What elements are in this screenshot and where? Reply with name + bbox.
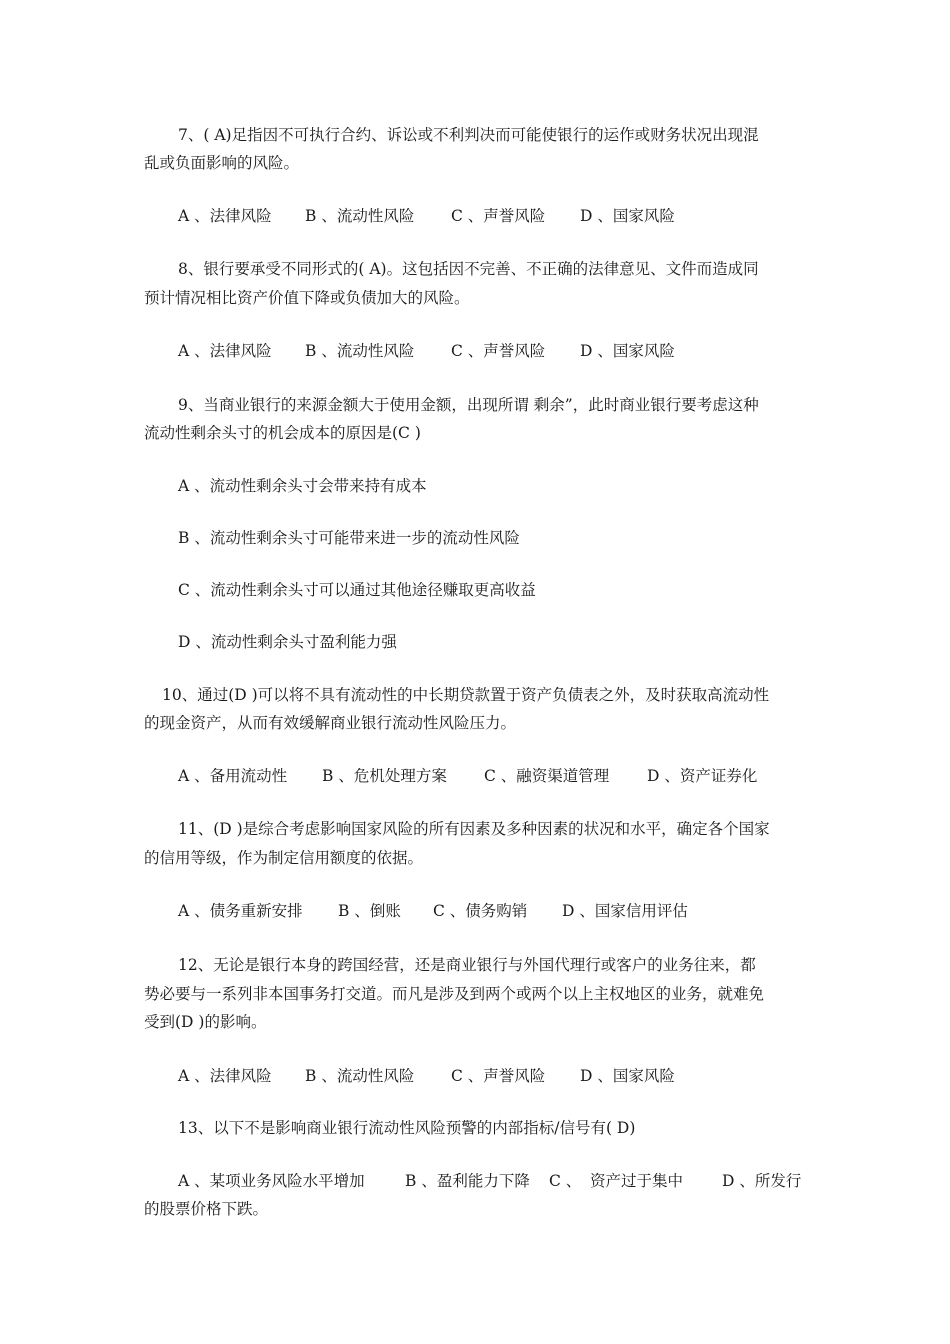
q8-line-1: 8、银行要承受不同形式的( A)。这包括因不完善、不正确的法律意见、文件而造成同 [178,260,759,278]
q13-option-d: D 、所发行 [722,1172,802,1190]
q7-option-a: A 、法律风险 [178,207,272,225]
q7-line-2: 乱或负面影响的风险。 [144,154,300,172]
q12-line-1: 12、无论是银行本身的跨国经营，还是商业银行与外国代理行或客户的业务往来，都 [178,956,756,974]
q13-option-c-label: C 、 [549,1172,582,1190]
q7-option-d: D 、国家风险 [580,207,675,225]
q9-line-1: 9、当商业银行的来源金额大于使用金额，出现所谓 剩余”，此时商业银行要考虑这种 [178,396,759,414]
q10-option-d: D 、资产证券化 [647,767,758,785]
q13-option-b: B 、盈利能力下降 [405,1172,530,1190]
q7-line-1: 7、( A)足指因不可执行合约、诉讼或不利判决而可能使银行的运作或财务状况出现混 [178,126,759,144]
q10-option-a: A 、备用流动性 [178,767,288,785]
q11-option-d: D 、国家信用评估 [562,902,688,920]
q8-option-d: D 、国家风险 [580,342,675,360]
q9-option-a: A 、流动性剩余头寸会带来持有成本 [178,477,427,495]
q7-option-c: C 、声誉风险 [451,207,546,225]
q8-option-c: C 、声誉风险 [451,342,546,360]
q11-option-a: A 、债务重新安排 [178,902,303,920]
q8-option-a: A 、法律风险 [178,342,272,360]
q13-option-c-text: 资产过于集中 [590,1172,684,1190]
q13-option-a: A 、某项业务风险水平增加 [178,1172,365,1190]
q11-option-c: C 、债务购销 [433,902,528,920]
q9-option-d: D 、流动性剩余头寸盈利能力强 [178,633,397,651]
q9-option-c: C 、流动性剩余头寸可以通过其他途径赚取更高收益 [178,581,536,599]
q12-option-a: A 、法律风险 [178,1067,272,1085]
q10-option-b: B 、危机处理方案 [322,767,447,785]
q13-line-1: 13、以下不是影响商业银行流动性风险预警的内部指标/信号有( D) [178,1119,636,1137]
q9-option-b: B 、流动性剩余头寸可能带来进一步的流动性风险 [178,529,520,547]
q7-option-b: B 、流动性风险 [305,207,415,225]
q11-line-1: 11、(D )是综合考虑影响国家风险的所有因素及多种因素的状况和水平，确定各个国家 [178,820,770,838]
q10-line-2: 的现金资产，从而有效缓解商业银行流动性风险压力。 [144,714,517,732]
q10-option-c: C 、融资渠道管理 [484,767,610,785]
q12-option-b: B 、流动性风险 [305,1067,415,1085]
q12-line-2: 势必要与一系列非本国事务打交道。而凡是涉及到两个或两个以上主权地区的业务，就难免 [144,985,765,1003]
q13-option-d-continued: 的股票价格下跌。 [144,1200,269,1218]
q8-line-2: 预计情况相比资产价值下降或负债加大的风险。 [144,289,470,307]
q12-option-c: C 、声誉风险 [451,1067,546,1085]
q11-line-2: 的信用等级，作为制定信用额度的依据。 [144,849,424,867]
q10-line-1: 10、通过(D )可以将不具有流动性的中长期贷款置于资产负债表之外，及时获取高流动性 [162,686,770,704]
q11-option-b: B 、倒账 [338,902,401,920]
q8-option-b: B 、流动性风险 [305,342,415,360]
q12-line-3: 受到(D )的影响。 [144,1013,267,1031]
q9-line-2: 流动性剩余头寸的机会成本的原因是(C ) [144,424,421,442]
q12-option-d: D 、国家风险 [580,1067,675,1085]
